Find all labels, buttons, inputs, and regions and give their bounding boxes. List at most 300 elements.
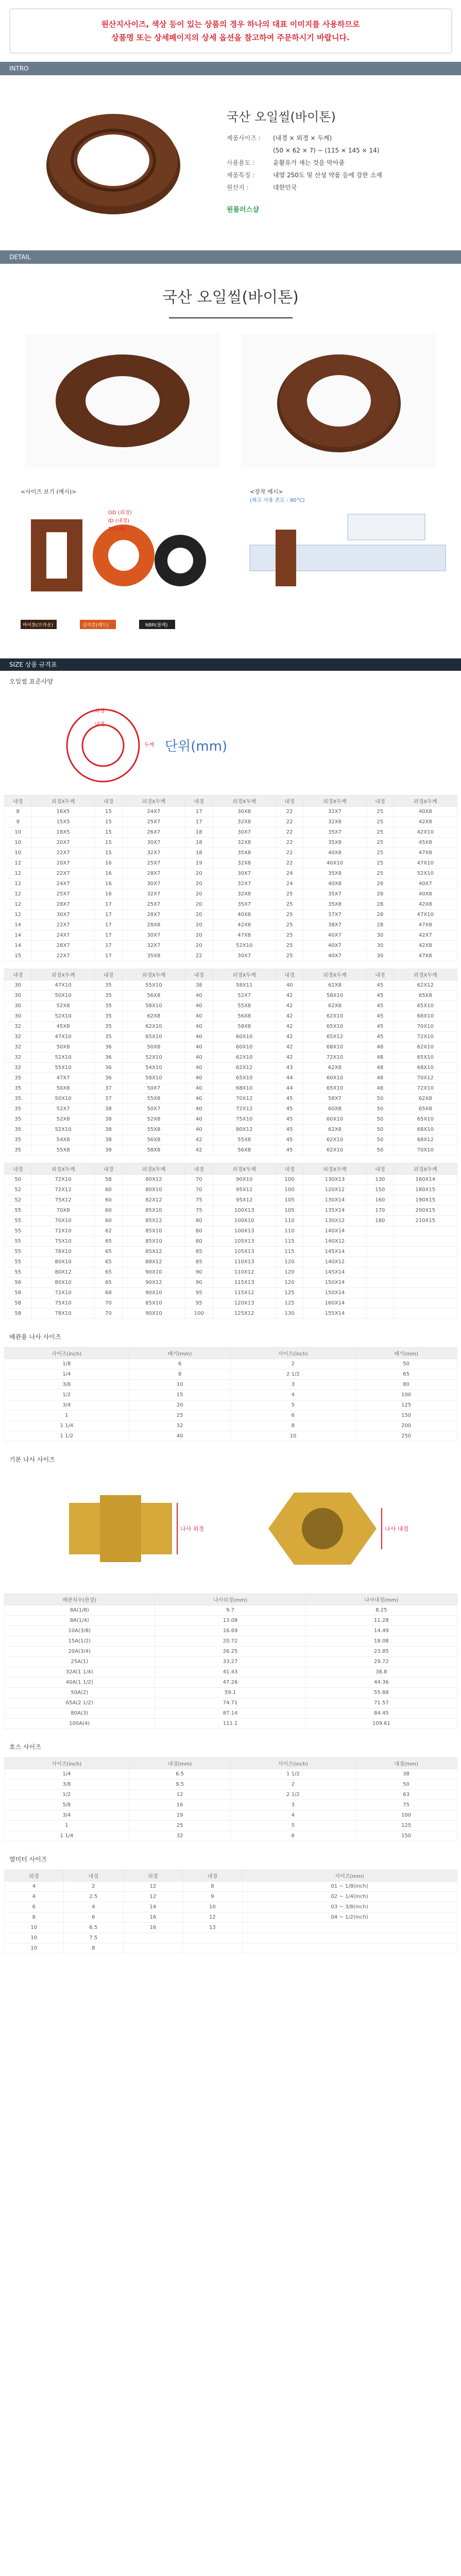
svg-text:NBR(블랙): NBR(블랙): [145, 623, 168, 628]
table-cell: 42: [276, 991, 303, 1001]
table-cell: 125: [276, 1298, 303, 1309]
svg-text:<장착 예시>: <장착 예시>: [250, 488, 283, 495]
table-row: [4, 1380, 457, 1390]
table-cell: 72X10: [31, 1175, 94, 1185]
table-cell: 22: [276, 807, 303, 817]
table-row: [4, 1882, 457, 1892]
table-cell: 62X8: [303, 980, 366, 991]
table-row: [4, 889, 457, 900]
table-row: [4, 1247, 457, 1257]
table-cell: 15: [4, 951, 31, 961]
table-cell: 20.72: [155, 1636, 305, 1647]
table-cell: 85X10: [122, 1206, 185, 1216]
table-cell: 32: [4, 1053, 31, 1063]
table-cell: 65: [95, 1247, 122, 1257]
table-row: [4, 1800, 457, 1810]
table-cell: 38: [95, 1135, 122, 1145]
table-cell: 15: [129, 1390, 231, 1400]
table-cell: 1 1/2: [230, 1769, 355, 1780]
standard-diagram: [0, 689, 461, 792]
table-cell: 10: [4, 827, 31, 838]
table-cell: 50: [366, 1135, 394, 1145]
table-cell: 95X12: [213, 1195, 276, 1206]
table-cell: 11.28: [306, 1616, 457, 1626]
table-cell: 45X8: [31, 1022, 94, 1032]
table-cell: 62X10: [213, 1053, 276, 1063]
seal-photo-flat: [25, 334, 220, 468]
table-cell: 100X13: [213, 1226, 276, 1236]
tube-table-title: 열미터 사이즈: [9, 1856, 47, 1863]
table-row: [4, 807, 457, 817]
table-cell: 55: [4, 1226, 31, 1236]
table-cell: 140X12: [303, 1236, 366, 1247]
table-cell: 150: [355, 1411, 457, 1421]
table-cell: 80X10: [31, 1278, 94, 1288]
table-cell: 12: [183, 1912, 243, 1923]
table-cell: 1: [4, 1821, 129, 1831]
table-cell: 14: [123, 1902, 183, 1912]
svg-text:나사 내경: 나사 내경: [385, 1526, 409, 1532]
table-cell: 1/2: [4, 1790, 129, 1800]
table-cell: 55: [4, 1206, 31, 1216]
svg-text:<사이즈 보기 (예시)>: <사이즈 보기 (예시)>: [21, 488, 77, 495]
table-cell: 80: [185, 1216, 213, 1226]
table-cell: 4: [64, 1902, 124, 1912]
table-cell: 20: [185, 869, 213, 879]
table-cell: 50X7: [122, 1104, 185, 1114]
table-cell: 1/8: [4, 1359, 129, 1369]
table-cell: 1: [4, 1411, 129, 1421]
table-cell: 40: [185, 1104, 213, 1114]
table-cell: 17: [185, 817, 213, 827]
table-cell: 42: [276, 1053, 303, 1063]
table-cell: 12: [4, 889, 31, 900]
table-row: [4, 1195, 457, 1206]
table-row: [4, 1145, 457, 1156]
table-cell: 80X12: [213, 1125, 276, 1135]
table-row: [4, 1267, 457, 1278]
table-row: [4, 1226, 457, 1236]
table-cell: 80X12: [31, 1267, 94, 1278]
table-cell: 17: [95, 910, 122, 920]
table-cell: 35: [95, 1022, 122, 1032]
table-cell: 70X12: [213, 1094, 276, 1104]
table-cell: 68X10: [394, 1125, 457, 1135]
table-cell: 62X12: [394, 980, 457, 991]
table-cell: 47X8: [394, 951, 457, 961]
table-cell: 20: [185, 941, 213, 951]
table-cell: 2: [64, 1882, 124, 1892]
table-row: [4, 1236, 457, 1247]
table-cell: [394, 1257, 457, 1267]
table-cell: 80: [185, 1236, 213, 1247]
table-cell: 74.71: [155, 1698, 305, 1708]
table-cell: [366, 1267, 394, 1278]
table-cell: 32X8: [213, 858, 276, 869]
table-cell: 28X7: [122, 910, 185, 920]
table-cell: 150X14: [303, 1278, 366, 1288]
table-cell: 35: [95, 991, 122, 1001]
table-cell: 17: [95, 920, 122, 930]
svg-text:ID (내경): ID (내경): [108, 518, 129, 524]
table-cell: 50: [355, 1780, 457, 1790]
table-cell: 38X7: [303, 920, 366, 930]
detail-diagrams: [0, 483, 461, 653]
table-row: [4, 1400, 457, 1411]
table-cell: 45X8: [394, 838, 457, 848]
table-row: [4, 1821, 457, 1831]
table-cell: 65X10: [122, 1032, 185, 1042]
table-cell: 40X10: [303, 858, 366, 869]
pipe-table-body: [4, 1359, 457, 1442]
table-cell: 01 ~ 1/8(inch): [242, 1882, 457, 1892]
table-cell: 62X8: [303, 1063, 366, 1073]
table-cell: 25X7: [122, 900, 185, 910]
table-cell: 12: [4, 900, 31, 910]
size-table-1: [4, 795, 457, 961]
table-cell: 87.14: [155, 1708, 305, 1719]
size-table-1-body: [4, 807, 457, 961]
table-cell: 9.5: [129, 1780, 231, 1790]
table-cell: 72X12: [213, 1104, 276, 1114]
detail-title: 국산 오일씰(바이톤): [162, 289, 299, 307]
table-cell: 6: [230, 1831, 355, 1841]
table-row: [4, 1278, 457, 1288]
table-cell: 15A(1/2): [4, 1636, 155, 1647]
table-cell: 10: [230, 1431, 355, 1442]
table-cell: 22X7: [31, 951, 94, 961]
table-cell: 16: [123, 1912, 183, 1923]
table-cell: 35: [4, 1145, 31, 1156]
table-row: [4, 1677, 457, 1688]
table-cell: 40X8: [303, 848, 366, 858]
table-cell: 37: [95, 1083, 122, 1094]
svg-text:단위(mm): 단위(mm): [165, 739, 228, 754]
table-cell: [366, 1247, 394, 1257]
table-cell: 25A(1): [4, 1657, 155, 1667]
table-row: [4, 838, 457, 848]
table-row: [4, 1390, 457, 1400]
table-cell: 40X7: [303, 951, 366, 961]
table-cell: 17: [95, 900, 122, 910]
table-row: [4, 1042, 457, 1053]
table-cell: 85: [185, 1257, 213, 1267]
table-cell: 62X10: [394, 1042, 457, 1053]
table-cell: 19: [185, 858, 213, 869]
table-cell: 63: [355, 1790, 457, 1800]
table-cell: 80: [185, 1226, 213, 1236]
table-cell: 40X7: [303, 941, 366, 951]
table-cell: [123, 1943, 183, 1954]
table-row: [4, 1719, 457, 1729]
table-cell: 56X8: [213, 1011, 276, 1022]
table-cell: 32X7: [213, 879, 276, 889]
table-cell: 13.08: [155, 1616, 305, 1626]
table-cell: 28X7: [122, 869, 185, 879]
size-table-header: 내경 외경X두께 내경 외경X두께 내경 외경X두께 내경 외경X두께 내경 외경X두께: [4, 1163, 457, 1175]
table-cell: 20: [185, 889, 213, 900]
seal-photo-angle: [241, 334, 437, 468]
table-cell: 30X7: [213, 869, 276, 879]
table-cell: 20: [185, 910, 213, 920]
table-cell: 160X14: [303, 1298, 366, 1309]
table-cell: 135X14: [303, 1206, 366, 1216]
table-cell: 140X12: [303, 1257, 366, 1267]
table-cell: 32X8: [213, 889, 276, 900]
table-cell: 55X8: [122, 1094, 185, 1104]
table-cell: 32A(1 1/4): [4, 1667, 155, 1677]
table-cell: 60X10: [303, 1114, 366, 1125]
table-cell: [366, 1236, 394, 1247]
notice-line-2: 상품명 또는 상세페이지의 상세 옵션을 참고하여 주문하시기 바랍니다.: [111, 33, 350, 42]
table-cell: 47X8: [394, 848, 457, 858]
table-cell: 12: [4, 910, 31, 920]
table-cell: 35X8: [303, 900, 366, 910]
table-cell: 100X13: [213, 1206, 276, 1216]
table-cell: 40: [129, 1431, 231, 1442]
table-cell: 100A(4): [4, 1719, 155, 1729]
table-cell: 47X8: [213, 930, 276, 941]
oil-seal-image: [21, 93, 206, 227]
table-cell: 40: [185, 1073, 213, 1083]
table-cell: 58X7: [303, 1094, 366, 1104]
table-cell: 32: [4, 1063, 31, 1073]
table-cell: 10: [4, 848, 31, 858]
table-cell: 48: [366, 1053, 394, 1063]
table-cell: 30: [4, 980, 31, 991]
table-cell: 58X11: [213, 980, 276, 991]
table-cell: 52X10: [213, 941, 276, 951]
svg-text:내경: 내경: [95, 722, 105, 727]
table-cell: 1 1/4: [4, 1831, 129, 1841]
table-cell: 65X10: [213, 1073, 276, 1083]
table-cell: 115: [276, 1247, 303, 1257]
table-cell: 1 1/2: [4, 1431, 129, 1442]
table-row: [4, 1626, 457, 1636]
table-cell: 3/8: [4, 1780, 129, 1790]
table-row: [4, 1114, 457, 1125]
table-row: [4, 1369, 457, 1380]
table-cell: 52X8: [31, 1114, 94, 1125]
table-cell: 95: [185, 1288, 213, 1298]
table-cell: 105: [276, 1195, 303, 1206]
table-cell: 24: [276, 869, 303, 879]
table-cell: 8: [64, 1943, 124, 1954]
table-cell: 75X10: [213, 1114, 276, 1125]
table-row: [4, 1022, 457, 1032]
table-cell: 35X7: [213, 900, 276, 910]
table-cell: 9.7: [155, 1605, 305, 1616]
table-row: [4, 1943, 457, 1954]
table-cell: 17: [95, 941, 122, 951]
table-cell: 85X10: [122, 1226, 185, 1236]
table-cell: 40X7: [394, 879, 457, 889]
table-cell: 35: [4, 1104, 31, 1114]
table-cell: 120: [276, 1278, 303, 1288]
table-cell: 71.57: [306, 1698, 457, 1708]
table-cell: 62X8: [303, 1001, 366, 1011]
table-cell: 75X12: [31, 1195, 94, 1206]
table-cell: 35X8: [303, 869, 366, 879]
table-cell: 56: [4, 1278, 31, 1288]
table-cell: 41.43: [155, 1667, 305, 1677]
table-cell: 70X10: [394, 1022, 457, 1032]
table-cell: [242, 1923, 457, 1933]
table-cell: [366, 1298, 394, 1309]
table-cell: 110: [276, 1216, 303, 1226]
size-table-2: [4, 969, 457, 1156]
table-cell: 58: [4, 1309, 31, 1319]
table-cell: 40X7: [303, 930, 366, 941]
table-cell: 30: [366, 941, 394, 951]
table-cell: 2 1/2: [230, 1790, 355, 1800]
size-example-diagram: [10, 483, 216, 648]
table-row: [4, 1923, 457, 1933]
table-cell: 78X10: [31, 1247, 94, 1257]
table-row: [4, 1032, 457, 1042]
table-cell: 65X10: [394, 1114, 457, 1125]
table-row: [4, 1933, 457, 1943]
table-cell: 55: [4, 1257, 31, 1267]
table-cell: 55X10: [122, 980, 185, 991]
table-cell: 32X8: [213, 838, 276, 848]
table-cell: 200: [355, 1421, 457, 1431]
table-cell: 50X7: [122, 1083, 185, 1094]
table-cell: [183, 1933, 243, 1943]
table-row: [4, 1257, 457, 1267]
svg-text:바이톤(브라운): 바이톤(브라운): [23, 623, 54, 628]
table-cell: 8: [4, 1912, 64, 1923]
table-cell: 42: [276, 1011, 303, 1022]
table-cell: 6.5: [129, 1769, 231, 1780]
table-cell: 30: [4, 991, 31, 1001]
info-row: 사용용도 : 윤활유가 새는 것을 막아줌: [227, 159, 345, 166]
table-cell: 16: [129, 1800, 231, 1810]
table-cell: 150: [366, 1185, 394, 1195]
table-cell: 32: [129, 1831, 231, 1841]
table-cell: 55X8: [31, 1145, 94, 1156]
table-cell: 100: [276, 1175, 303, 1185]
table-cell: 65: [95, 1257, 122, 1267]
table-cell: 68: [95, 1288, 122, 1298]
table-cell: 60X10: [213, 1042, 276, 1053]
table-cell: 250: [355, 1431, 457, 1442]
table-cell: 72X10: [303, 1053, 366, 1063]
table-cell: 32X8: [213, 817, 276, 827]
table-cell: 40: [185, 1001, 213, 1011]
table-cell: 70: [185, 1185, 213, 1195]
table-cell: 100: [355, 1390, 457, 1400]
table-row: [4, 817, 457, 827]
table-cell: 140X14: [303, 1226, 366, 1236]
table-cell: 50: [355, 1359, 457, 1369]
table-cell: 10: [183, 1902, 243, 1912]
table-cell: 26.25: [155, 1647, 305, 1657]
table-cell: 40X8: [394, 807, 457, 817]
table-cell: 12: [4, 879, 31, 889]
table-cell: 75: [185, 1206, 213, 1216]
table-cell: 6.5: [64, 1923, 124, 1933]
table-cell: 50X8: [122, 1042, 185, 1053]
table-cell: 35X8: [122, 951, 185, 961]
table-cell: 145X14: [303, 1267, 366, 1278]
table-cell: 22: [276, 827, 303, 838]
table-cell: 42X8: [394, 817, 457, 827]
table-cell: 22: [276, 817, 303, 827]
table-cell: [394, 1288, 457, 1298]
table-cell: 72X10: [394, 1032, 457, 1042]
table-cell: 80X10: [31, 1257, 94, 1267]
table-cell: 125: [276, 1288, 303, 1298]
table-cell: 58X10: [303, 991, 366, 1001]
table-cell: 30: [366, 951, 394, 961]
svg-text:나사 외경: 나사 외경: [180, 1526, 204, 1532]
table-row: [4, 869, 457, 879]
table-cell: 40: [185, 991, 213, 1001]
table-cell: 50: [366, 1104, 394, 1114]
table-cell: 58X10: [122, 1073, 185, 1083]
table-cell: 22: [276, 838, 303, 848]
thread-diagrams: [0, 1467, 461, 1590]
table-cell: 54X8: [31, 1135, 94, 1145]
table-row: [4, 1902, 457, 1912]
table-cell: 25X7: [31, 889, 94, 900]
table-row: [4, 1094, 457, 1104]
table-cell: 75: [355, 1800, 457, 1810]
table-cell: 10: [4, 1943, 64, 1954]
table-cell: 35: [95, 980, 122, 991]
table-cell: 30: [4, 1001, 31, 1011]
table-cell: 2: [230, 1780, 355, 1790]
table-cell: 45: [366, 1001, 394, 1011]
table-cell: 15X5: [31, 817, 94, 827]
table-cell: 60: [95, 1195, 122, 1206]
table-cell: 35X8: [303, 838, 366, 848]
table-cell: 40: [185, 1125, 213, 1135]
table-cell: 15: [95, 817, 122, 827]
table-cell: 70X8: [31, 1206, 94, 1216]
table-cell: 22: [185, 951, 213, 961]
table-cell: 85: [185, 1247, 213, 1257]
table-cell: 65X12: [303, 1032, 366, 1042]
table-cell: 52: [4, 1195, 31, 1206]
table-cell: [366, 1309, 394, 1319]
table-cell: [394, 1236, 457, 1247]
table-cell: 40: [185, 1094, 213, 1104]
table-cell: 35: [4, 1114, 31, 1125]
table-cell: 42X8: [394, 900, 457, 910]
table-cell: 20: [185, 900, 213, 910]
table-cell: 17: [185, 807, 213, 817]
hose-table-title: 호스 사이즈: [9, 1743, 41, 1751]
table-cell: 20: [185, 879, 213, 889]
table-row: [4, 1288, 457, 1298]
table-cell: 32X7: [122, 848, 185, 858]
table-cell: 65X10: [303, 1022, 366, 1032]
table-cell: 62X8: [122, 1011, 185, 1022]
tube-table-header: 외경 내경 외경 내경 사이즈(mm): [4, 1870, 457, 1882]
table-row: [4, 1001, 457, 1011]
table-cell: 48: [366, 1042, 394, 1053]
table-cell: 58X8: [213, 1022, 276, 1032]
table-cell: 15: [95, 827, 122, 838]
table-cell: 35: [95, 1032, 122, 1042]
table-cell: 15: [95, 807, 122, 817]
table-cell: 120X13: [213, 1298, 276, 1309]
table-cell: 85X10: [122, 1236, 185, 1247]
table-cell: [394, 1278, 457, 1288]
pipe-table-header: 사이즈(inch) 배기(mm) 사이즈(inch) 배기(mm): [4, 1348, 457, 1359]
